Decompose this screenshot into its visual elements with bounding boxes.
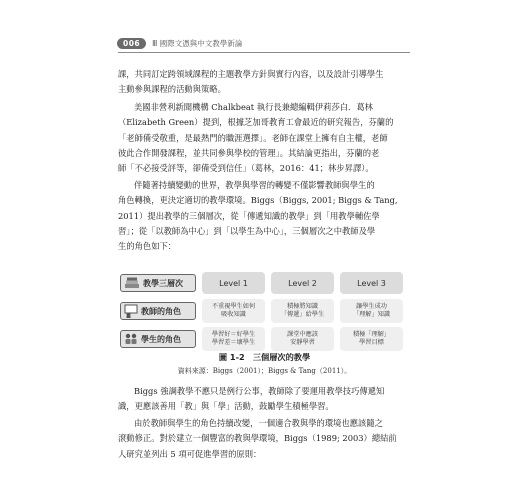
text-line: 伴隨著持續變動的世界，教學與學習的轉變不僅影響教師與學生的 [134,180,375,190]
running-title: Ⅲ 國際文憑與中文教學新論 [152,39,243,48]
cell-line: 「理解」知識 [352,311,391,318]
cell-line: 讓學生成功 [356,302,387,310]
header-rule [118,52,410,53]
level-1-header: Level 1 [202,272,265,294]
text-line: 師「不必接受評等，卻備受到信任」（葛林，2016：41；林步昇譯）。 [118,163,374,174]
label-text: 教師的角色 [141,306,181,316]
student-role-level-2 [271,327,334,351]
running-header [117,38,242,49]
teacher-role-level-2 [271,299,334,323]
label-text: 教學三層次 [143,278,183,288]
text-line: 習」；從「以教師為中心」到「以學生為中心」，三個層次之中教師及學 [118,225,376,236]
level-3-header: Level 3 [340,272,403,294]
cell-line: 不重視學生如何 [211,302,256,310]
cell-line: 學習好＝好學生 [211,330,256,338]
text-line: 人研究並列出 5 項可促進學習的原則： [118,448,262,459]
cell-line: 積極將知識 [287,302,318,310]
students-icon [124,332,138,346]
student-role-level-3 [340,327,403,351]
paragraph-5 [118,416,411,462]
paragraph-3 [118,178,411,254]
label-student-role [120,330,196,348]
text-line: 「老師備受敬重，是最熱門的職涯選擇」。老師在課堂上擁有自主權，老師 [118,132,388,143]
text-line: （Elizabeth Green）提到，根據芝加哥教育工會最近的研究報告，芬蘭的 [118,117,394,128]
page-number: 006 [117,38,146,49]
student-role-level-1 [202,327,265,351]
cell-line: 吸收知識 [221,311,246,318]
figure-three-levels [120,272,410,350]
paragraph-1 [118,67,411,98]
text-line: 滾動修正。對於建立一個豐富的教與學環境，Biggs（1989; 2003）總結前 [118,433,397,444]
cell-line: 課堂中應該 [287,330,318,338]
text-line: 生的角色如下： [118,241,177,252]
cell-line: 學習差＝壞學生 [211,339,256,346]
text-line: 主動參與課程的活動與策略。 [118,84,226,95]
text-line: 彼此合作開發課程，並共同參與學校的管理」。其結論更指出，芬蘭的老 [118,147,380,158]
text-line: 識，更應該善用「教」與「學」活動，鼓勵學生積極學習。 [118,401,334,412]
text-line: 美國非營利新聞機構 Chalkbeat 執行長兼總編輯伊莉莎白．葛林 [134,102,373,112]
cell-line: 學習目標 [359,339,384,346]
text-line: 角色轉換，更決定適切的教學環境。Biggs（Biggs, 2001; Biggs & Tang, [118,195,398,206]
text-line: 2011）提出教學的三個層次，從「傳遞知識的教學」到「用教學輔佐學 [118,210,380,221]
text-line: 由於教師與學生的角色持續改變，一個適合教與學的環境也應該隨之 [134,418,383,428]
books-icon [124,277,140,289]
label-teaching-levels [120,274,196,292]
cell-line: 「傳遞」給學生 [280,311,325,318]
cell-line: 安靜學習 [290,339,315,346]
teacher-icon [124,304,138,318]
label-teacher-role [120,302,196,320]
level-2-header: Level 2 [271,272,334,294]
figure-source: 資料來源：Biggs（2001）；Biggs & Tang（2011）。 [177,367,352,375]
cell-line: 積極「理解」 [352,330,391,338]
paragraph-2 [118,100,411,176]
figure-caption: 圖 1-2 三個層次的教學 [218,352,311,362]
teacher-role-level-1 [202,299,265,323]
text-line: Biggs 強調教學不應只是例行公事，教師除了要運用教學技巧傳遞知 [134,386,385,396]
paragraph-4 [118,384,411,415]
label-text: 學生的角色 [141,334,181,344]
text-line: 課，共同訂定跨領域課程的主題教學方針與實行內容，以及設計引導學生 [118,69,384,79]
teacher-role-level-3 [340,299,403,323]
